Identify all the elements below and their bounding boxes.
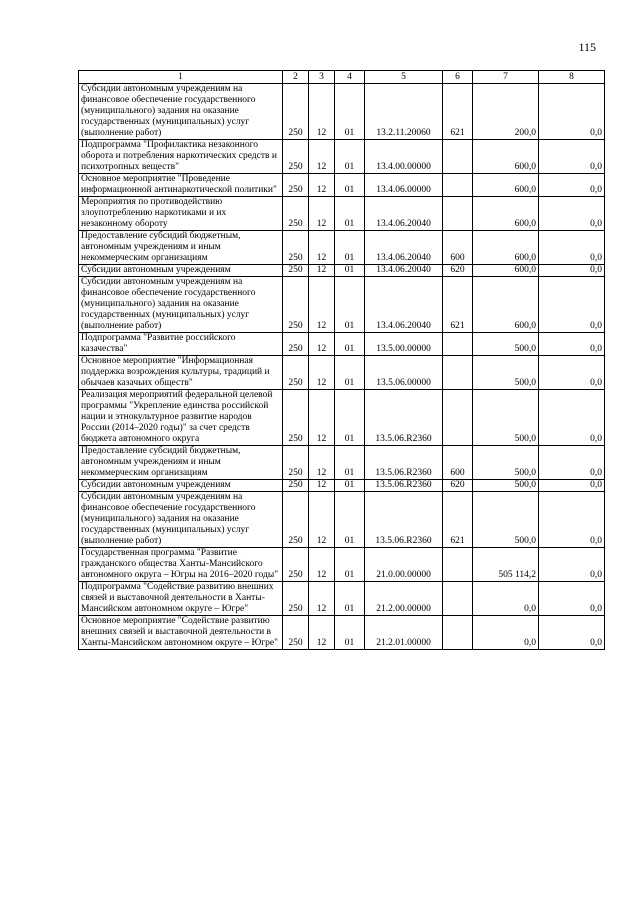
cell-target-article: 13.5.06.R2360 xyxy=(365,480,443,492)
cell-amount-1: 505 114,2 xyxy=(473,548,539,582)
table-row xyxy=(79,356,605,390)
cell-ministry: 250 xyxy=(283,231,309,265)
cell-target-article: 13.5.06.R2360 xyxy=(365,492,443,548)
cell-subsection: 01 xyxy=(335,265,365,277)
cell-subsection: 01 xyxy=(335,333,365,356)
row-name: Предоставление субсидий бюджетным, автономным учреждениям и иным некоммерческим организациям xyxy=(79,446,283,480)
cell-amount-1: 500,0 xyxy=(473,333,539,356)
row-name: Подпрограмма "Содействие развитию внешних связей и выставочной деятельности в Ханты-Мансийском автономном округе – Югре" xyxy=(79,582,283,616)
cell-expense-type xyxy=(443,616,473,650)
cell-amount-1: 500,0 xyxy=(473,480,539,492)
cell-target-article: 13.4.06.20040 xyxy=(365,197,443,231)
cell-ministry: 250 xyxy=(283,356,309,390)
column-header-6: 6 xyxy=(443,71,473,84)
column-header-5: 5 xyxy=(365,71,443,84)
table-row xyxy=(79,446,605,480)
row-name: Подпрограмма "Развитие российского казачества" xyxy=(79,333,283,356)
cell-amount-1: 0,0 xyxy=(473,616,539,650)
row-name: Основное мероприятие "Содействие развитию внешних связей и выставочной деятельности в Ханты-Мансийском автономном округе – Югре" xyxy=(79,616,283,650)
cell-amount-1: 600,0 xyxy=(473,277,539,333)
page-number: 115 xyxy=(578,40,596,54)
cell-target-article: 13.4.06.20040 xyxy=(365,231,443,265)
cell-amount-2: 0,0 xyxy=(539,548,605,582)
table-row xyxy=(79,174,605,197)
cell-ministry: 250 xyxy=(283,140,309,174)
cell-target-article: 21.0.00.00000 xyxy=(365,548,443,582)
table-row xyxy=(79,390,605,446)
cell-amount-2: 0,0 xyxy=(539,356,605,390)
cell-section: 12 xyxy=(309,265,335,277)
cell-amount-1: 600,0 xyxy=(473,265,539,277)
row-name: Субсидии автономным учреждениям xyxy=(79,480,283,492)
table-row xyxy=(79,582,605,616)
cell-amount-1: 500,0 xyxy=(473,492,539,548)
cell-ministry: 250 xyxy=(283,265,309,277)
cell-expense-type xyxy=(443,197,473,231)
cell-amount-1: 500,0 xyxy=(473,446,539,480)
cell-subsection: 01 xyxy=(335,84,365,140)
cell-target-article: 13.5.00.00000 xyxy=(365,333,443,356)
row-name: Реализация мероприятий федеральной целевой программы "Укрепление единства российской нации и этнокультурное развитие народов России (2014–2020 годы)" за счет средств бюджета автономного округа xyxy=(79,390,283,446)
cell-amount-2: 0,0 xyxy=(539,265,605,277)
table-row xyxy=(79,480,605,492)
cell-amount-2: 0,0 xyxy=(539,231,605,265)
cell-amount-2: 0,0 xyxy=(539,480,605,492)
cell-section: 12 xyxy=(309,446,335,480)
cell-amount-1: 600,0 xyxy=(473,197,539,231)
budget-table xyxy=(78,70,605,650)
cell-subsection: 01 xyxy=(335,492,365,548)
cell-section: 12 xyxy=(309,231,335,265)
cell-amount-1: 600,0 xyxy=(473,140,539,174)
row-name: Субсидии автономным учреждениям на финансовое обеспечение государственного (муниципального) задания на оказание государственных (муниципальных) услуг (выполнение работ) xyxy=(79,492,283,548)
cell-expense-type: 621 xyxy=(443,84,473,140)
cell-amount-1: 200,0 xyxy=(473,84,539,140)
cell-subsection: 01 xyxy=(335,197,365,231)
row-name: Мероприятия по противодействию злоупотреблению наркотиками и их незаконному обороту xyxy=(79,197,283,231)
cell-target-article: 21.2.00.00000 xyxy=(365,582,443,616)
cell-amount-1: 600,0 xyxy=(473,174,539,197)
table-row xyxy=(79,265,605,277)
cell-amount-2: 0,0 xyxy=(539,197,605,231)
cell-expense-type: 620 xyxy=(443,480,473,492)
table-row xyxy=(79,333,605,356)
cell-expense-type xyxy=(443,174,473,197)
cell-section: 12 xyxy=(309,390,335,446)
row-name: Субсидии автономным учреждениям xyxy=(79,265,283,277)
cell-amount-1: 500,0 xyxy=(473,356,539,390)
cell-ministry: 250 xyxy=(283,548,309,582)
table-row xyxy=(79,277,605,333)
cell-ministry: 250 xyxy=(283,390,309,446)
column-header-8: 8 xyxy=(539,71,605,84)
cell-expense-type xyxy=(443,582,473,616)
row-name: Основное мероприятие "Проведение информационной антинаркотической политики" xyxy=(79,174,283,197)
cell-amount-2: 0,0 xyxy=(539,492,605,548)
cell-expense-type xyxy=(443,140,473,174)
row-name: Основное мероприятие "Информационная поддержка возрождения культуры, традиций и обычаев казачьих обществ" xyxy=(79,356,283,390)
cell-expense-type xyxy=(443,548,473,582)
cell-amount-2: 0,0 xyxy=(539,446,605,480)
header-row xyxy=(79,71,605,84)
cell-target-article: 13.5.06.00000 xyxy=(365,356,443,390)
cell-expense-type xyxy=(443,390,473,446)
cell-subsection: 01 xyxy=(335,616,365,650)
row-name: Субсидии автономным учреждениям на финансовое обеспечение государственного (муниципального) задания на оказание государственных (муниципальных) услуг (выполнение работ) xyxy=(79,277,283,333)
row-name: Предоставление субсидий бюджетным, автономным учреждениям и иным некоммерческим организациям xyxy=(79,231,283,265)
cell-expense-type: 600 xyxy=(443,446,473,480)
table-header xyxy=(79,71,605,84)
cell-expense-type: 600 xyxy=(443,231,473,265)
cell-amount-2: 0,0 xyxy=(539,174,605,197)
cell-subsection: 01 xyxy=(335,356,365,390)
cell-section: 12 xyxy=(309,174,335,197)
cell-ministry: 250 xyxy=(283,174,309,197)
table-row xyxy=(79,548,605,582)
row-name: Государственная программа "Развитие гражданского общества Ханты-Мансийского автономного округа – Югры на 2016–2020 годы" xyxy=(79,548,283,582)
cell-subsection: 01 xyxy=(335,480,365,492)
cell-target-article: 13.5.06.R2360 xyxy=(365,390,443,446)
cell-section: 12 xyxy=(309,333,335,356)
cell-expense-type: 621 xyxy=(443,277,473,333)
cell-amount-1: 600,0 xyxy=(473,231,539,265)
row-name: Подпрограмма "Профилактика незаконного оборота и потребления наркотических средств и психотропных веществ" xyxy=(79,140,283,174)
cell-subsection: 01 xyxy=(335,390,365,446)
cell-section: 12 xyxy=(309,197,335,231)
cell-ministry: 250 xyxy=(283,277,309,333)
cell-target-article: 13.4.06.20040 xyxy=(365,265,443,277)
cell-amount-2: 0,0 xyxy=(539,582,605,616)
cell-expense-type xyxy=(443,356,473,390)
cell-amount-2: 0,0 xyxy=(539,390,605,446)
cell-ministry: 250 xyxy=(283,446,309,480)
cell-amount-2: 0,0 xyxy=(539,277,605,333)
table-row xyxy=(79,140,605,174)
cell-ministry: 250 xyxy=(283,84,309,140)
cell-target-article: 13.4.06.00000 xyxy=(365,174,443,197)
column-header-2: 2 xyxy=(283,71,309,84)
column-header-7: 7 xyxy=(473,71,539,84)
table-body xyxy=(79,84,605,650)
cell-amount-2: 0,0 xyxy=(539,333,605,356)
cell-expense-type: 620 xyxy=(443,265,473,277)
cell-amount-2: 0,0 xyxy=(539,140,605,174)
cell-section: 12 xyxy=(309,277,335,333)
cell-ministry: 250 xyxy=(283,582,309,616)
table-row xyxy=(79,231,605,265)
column-header-3: 3 xyxy=(309,71,335,84)
cell-section: 12 xyxy=(309,84,335,140)
cell-subsection: 01 xyxy=(335,548,365,582)
cell-subsection: 01 xyxy=(335,140,365,174)
cell-ministry: 250 xyxy=(283,480,309,492)
table-row xyxy=(79,84,605,140)
cell-section: 12 xyxy=(309,548,335,582)
cell-target-article: 13.5.06.R2360 xyxy=(365,446,443,480)
cell-target-article: 13.4.06.20040 xyxy=(365,277,443,333)
cell-target-article: 13.2.11.20060 xyxy=(365,84,443,140)
cell-expense-type xyxy=(443,333,473,356)
table-row xyxy=(79,197,605,231)
column-header-4: 4 xyxy=(335,71,365,84)
cell-subsection: 01 xyxy=(335,174,365,197)
cell-section: 12 xyxy=(309,616,335,650)
cell-subsection: 01 xyxy=(335,582,365,616)
cell-section: 12 xyxy=(309,356,335,390)
cell-ministry: 250 xyxy=(283,616,309,650)
cell-subsection: 01 xyxy=(335,231,365,265)
cell-amount-1: 0,0 xyxy=(473,582,539,616)
cell-section: 12 xyxy=(309,140,335,174)
cell-section: 12 xyxy=(309,582,335,616)
cell-subsection: 01 xyxy=(335,446,365,480)
table-row xyxy=(79,616,605,650)
cell-ministry: 250 xyxy=(283,197,309,231)
cell-expense-type: 621 xyxy=(443,492,473,548)
cell-subsection: 01 xyxy=(335,277,365,333)
cell-section: 12 xyxy=(309,492,335,548)
cell-ministry: 250 xyxy=(283,492,309,548)
cell-target-article: 13.4.00.00000 xyxy=(365,140,443,174)
cell-target-article: 21.2.01.00000 xyxy=(365,616,443,650)
cell-ministry: 250 xyxy=(283,333,309,356)
cell-section: 12 xyxy=(309,480,335,492)
row-name: Субсидии автономным учреждениям на финансовое обеспечение государственного (муниципального) задания на оказание государственных (муниципальных) услуг (выполнение работ) xyxy=(79,84,283,140)
cell-amount-1: 500,0 xyxy=(473,390,539,446)
cell-amount-2: 0,0 xyxy=(539,84,605,140)
column-header-1: 1 xyxy=(79,71,283,84)
cell-amount-2: 0,0 xyxy=(539,616,605,650)
table-row xyxy=(79,492,605,548)
